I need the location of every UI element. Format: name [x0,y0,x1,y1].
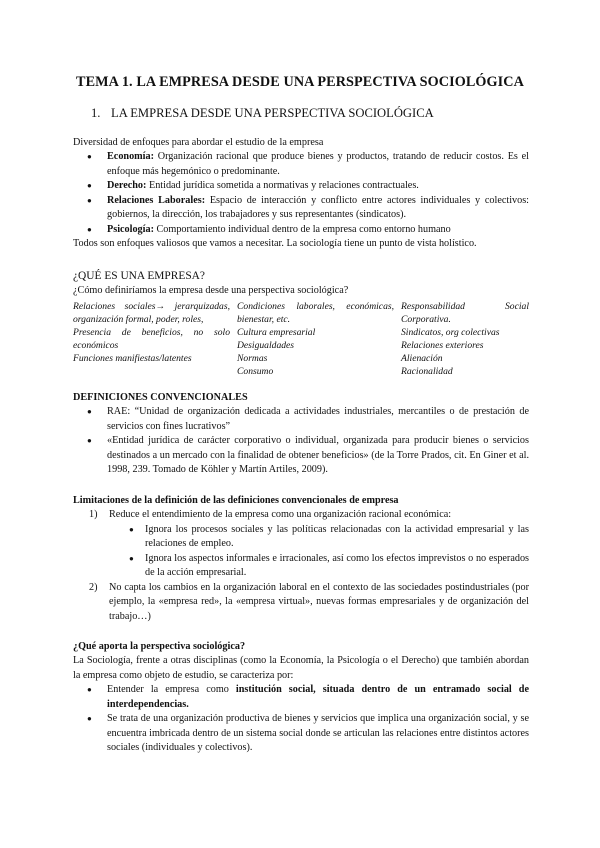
concept-item: Presencia de beneficios, no solo económicos [73,326,230,351]
intro-closing: Todos son enfoques valiosos que vamos a necesitar. La sociología tiene un punto de vista holístico. [73,238,477,250]
list-item: ● Economía: Organización racional que produce bienes y productos, tratando de reducir costos. Es el enfoque más hegemónico o predominante. [73,150,529,179]
concept-item: Desigualdades [237,339,295,351]
list-item: ● «Entidad jurídica de carácter corporativo o individual, organizada para producir bienes o servicios destinados a un mercado con la finalidad de obtener beneficios» (de la Torre Prados, cit. En Giner et al. 1998, 239. Tomado de Köhler y Martín Artiles, 2009). [73,434,529,477]
definition-list [73,405,529,477]
concept-item: Cultura empresarial [237,326,316,338]
aporta-section [73,640,529,756]
concept-column-1 [73,300,230,378]
list-item: ● Relaciones Laborales: Espacio de interacción y conflicto entre actores individuales y colectivos: gobiernos, la dirección, los trabajadores y sus representantes (sindicatos). [73,194,529,223]
definiciones-section [73,391,529,478]
concept-item: Responsabilidad Social Corporativa. [401,300,529,325]
que-es-question: ¿Cómo definiríamos la empresa desde una perspectiva sociológica? [73,285,349,297]
concept-item: Funciones manifiestas/latentes [73,352,192,364]
list-item: 1) Reduce el entendimiento de la empresa como una organización racional económica: [89,509,452,521]
document-title: TEMA 1. LA EMPRESA DESDE UNA PERSPECTIVA SOCIOLÓGICA [76,74,524,90]
limitaciones-section [73,494,529,624]
aporta-heading: ¿Qué aporta la perspectiva sociológica? [73,641,246,652]
concept-item: Racionalidad [401,365,453,377]
concept-item: Alienación [401,352,443,364]
concept-item: Sindicatos, org colectivas [401,326,500,338]
list-item: ● Entender la empresa como institución social, situada dentro de un entramado social de interdependencias. [73,683,529,712]
list-item: ● Derecho: Entidad jurídica sometida a normativas y relaciones contractuales. [73,179,529,193]
limitation-list-2 [73,581,529,624]
concept-column-3 [401,300,529,378]
concept-column-2 [237,300,394,378]
concept-item: Condiciones laborales, económicas, bienestar, etc. [237,300,394,325]
concept-item: Normas [237,352,268,364]
list-item: 2) No capta los cambios en la organización laboral en el contexto de las sociedades postindustriales (por ejemplo, la «empresa red», la «empresa virtual», nuevas formas empresariales y de organización del trabajo…) [89,581,529,622]
aporta-intro: La Sociología, frente a otras disciplinas (como la Economía, la Psicología o el Derecho) que también abordan la empresa como objeto de estudio, se caracteriza por: [73,655,529,681]
concept-grid [73,300,529,378]
limitation-list [73,508,529,522]
section-number: 1. [91,106,101,120]
section-heading [91,105,434,123]
concept-item: Consumo [237,365,274,377]
list-item: ● Ignora los procesos sociales y las políticas relacionadas con la actividad empresarial y las relaciones de empleo. [73,523,529,552]
approach-list [73,150,529,237]
intro-section [73,136,529,252]
limitation-sublist [73,523,529,581]
definiciones-heading: DEFINICIONES CONVENCIONALES [73,392,248,403]
concept-item: Relaciones exteriores [401,339,484,351]
aporta-list [73,683,529,755]
intro-lead: Diversidad de enfoques para abordar el estudio de la empresa [73,137,324,148]
list-item: ● Ignora los aspectos informales e irracionales, así como los efectos imprevistos o no esperados de la acción empresarial. [73,552,529,581]
list-item: ● Se trata de una organización productiva de bienes y servicios que implica una organización social, y se encuentra imbricada dentro de un sistema social donde se articulan las relaciones entre distintos actores sociales (individuales y colectivos). [73,712,529,755]
que-es-section [73,268,529,378]
list-item: ● RAE: “Unidad de organización dedicada a actividades industriales, mercantiles o de prestación de servicios con fines lucrativos” [73,405,529,434]
section-title: LA EMPRESA DESDE UNA PERSPECTIVA SOCIOLÓGICA [111,106,434,120]
que-es-heading: ¿QUÉ ES UNA EMPRESA? [73,270,205,282]
list-item: ● Psicología: Comportamiento individual dentro de la empresa como entorno humano [73,223,529,237]
limitaciones-heading: Limitaciones de la definición de las definiciones convencionales de empresa [73,495,399,506]
concept-item: Relaciones sociales→ jerarquizadas, organización formal, poder, roles, [73,300,230,325]
